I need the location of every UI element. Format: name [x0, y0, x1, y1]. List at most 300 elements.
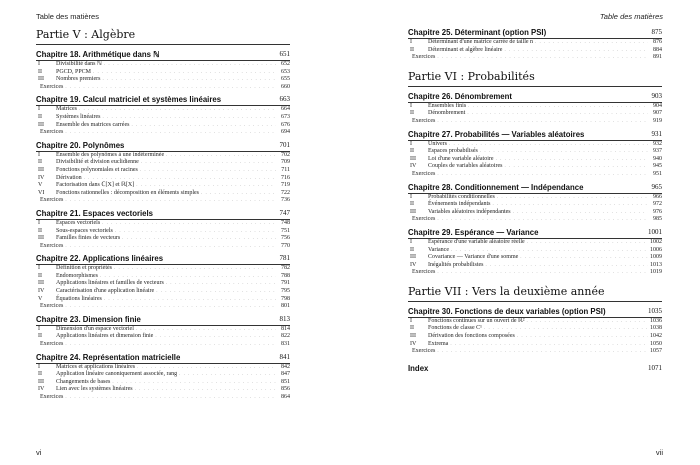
dot-leader	[63, 84, 276, 92]
chapter-title: Chapitre 21. Espaces vectoriels	[36, 208, 154, 218]
section-number: I	[38, 219, 40, 226]
running-head: Table des matières	[599, 12, 663, 21]
page-number: vi	[36, 448, 42, 457]
section-page: 652	[281, 61, 290, 67]
section-title: Espérance d'une variable aléatoire réelle	[428, 238, 525, 245]
section-entry[interactable]	[36, 386, 290, 394]
dot-leader	[102, 296, 276, 304]
section-number: I	[410, 140, 412, 147]
section-title: Exercices	[40, 394, 64, 400]
section-title: Fonctions continues sur un ouvert de ℝ²	[428, 317, 525, 324]
section-page: 791	[281, 280, 290, 287]
section-page: 788	[281, 272, 290, 279]
dot-leader	[447, 141, 648, 149]
chapter-page: 651	[279, 50, 290, 58]
section-title: Covariance — Variance d'une somme	[428, 254, 519, 261]
dot-leader	[435, 54, 648, 62]
section-list	[36, 326, 290, 349]
section-page: 736	[281, 197, 290, 204]
dot-leader	[199, 190, 276, 198]
dot-leader	[502, 163, 648, 171]
dot-leader	[435, 171, 648, 179]
dot-leader	[449, 247, 648, 255]
section-page: 907	[653, 110, 662, 117]
section-page: 655	[281, 76, 290, 83]
section-page: 864	[281, 394, 290, 400]
section-title: Familles finies de vecteurs	[56, 235, 121, 242]
chapter-title: Chapitre 18. Arithmétique dans ℕ	[36, 50, 160, 59]
section-list	[408, 239, 662, 277]
section-list	[408, 318, 662, 356]
chapter-page: 747	[279, 208, 290, 217]
section-title: Ensembles finis	[428, 102, 467, 109]
section-entry[interactable]	[36, 288, 290, 296]
chapter-heading[interactable]	[408, 307, 662, 318]
chapter-page: 931	[651, 129, 662, 138]
section-title: Loi d'une variable aléatoire	[428, 155, 494, 162]
section-list	[408, 194, 662, 224]
section-number: V	[38, 182, 43, 189]
dot-leader	[465, 110, 648, 118]
section-entry[interactable]	[408, 103, 662, 111]
section-entry[interactable]	[36, 175, 290, 183]
section-page: 945	[653, 163, 662, 170]
section-number: I	[410, 238, 412, 245]
dot-leader	[139, 159, 276, 167]
section-entry[interactable]	[408, 201, 662, 209]
dot-leader	[511, 209, 648, 217]
section-title: Exercices	[40, 197, 64, 204]
section-page: 831	[281, 341, 290, 348]
section-list	[408, 141, 662, 179]
section-number: III	[410, 208, 416, 215]
dot-leader	[120, 235, 276, 243]
section-page: 673	[281, 113, 290, 120]
section-title: Factorisation dans ℂ[X] et ℝ[X]	[56, 182, 135, 189]
chapter-title: Chapitre 27. Probabilités — Variables aléatoires	[408, 129, 585, 139]
section-page: 801	[281, 303, 290, 310]
section-page: 716	[281, 174, 290, 181]
chapter-title: Chapitre 24. Représentation matricielle	[36, 352, 181, 362]
chapter-title: Chapitre 22. Applications linéaires	[36, 254, 164, 264]
section-title: Dérivation	[56, 174, 82, 181]
section-entry[interactable]	[36, 76, 290, 84]
dot-leader	[525, 318, 648, 326]
section-title: Sous-espaces vectoriels	[56, 227, 113, 234]
section-entry[interactable]	[36, 280, 290, 288]
section-entry[interactable]	[36, 182, 290, 190]
section-entry[interactable]	[36, 106, 290, 114]
section-page: 1009	[650, 254, 662, 261]
section-number: II	[38, 113, 42, 120]
section-entry[interactable]	[408, 262, 662, 270]
exercises-entry[interactable]	[36, 197, 290, 205]
section-number: I	[38, 106, 40, 113]
section-title: Fonctions polynomiales et racines	[56, 166, 138, 173]
dot-leader	[518, 254, 648, 262]
section-entry[interactable]	[408, 247, 662, 255]
exercises-entry[interactable]	[408, 171, 662, 179]
exercises-entry[interactable]	[36, 394, 290, 402]
right-page	[350, 0, 700, 465]
dot-leader	[100, 220, 276, 228]
section-entry[interactable]	[408, 318, 662, 326]
exercises-entry[interactable]	[36, 303, 290, 311]
section-number: IV	[410, 163, 417, 170]
section-title: Exercices	[40, 303, 64, 310]
section-page: 664	[281, 106, 290, 113]
section-title: Exercices	[40, 341, 64, 348]
section-number: II	[38, 333, 42, 340]
section-entry[interactable]	[408, 239, 662, 247]
section-page: 782	[281, 265, 290, 272]
dot-leader	[482, 325, 648, 333]
dot-leader	[164, 280, 276, 288]
section-entry[interactable]	[36, 122, 290, 130]
section-page: 1002	[650, 238, 662, 245]
chapter-page: 1001	[648, 227, 662, 236]
section-number: II	[410, 201, 414, 208]
section-entry[interactable]	[36, 265, 290, 273]
section-entry[interactable]	[36, 379, 290, 387]
dot-leader	[495, 194, 648, 202]
section-list	[36, 61, 290, 91]
section-title: Espaces vectoriels	[56, 219, 101, 226]
exercises-entry[interactable]	[408, 118, 662, 126]
section-entry[interactable]	[408, 194, 662, 202]
section-page: 904	[653, 102, 662, 109]
section-page: 856	[281, 386, 290, 393]
section-title: Variance	[428, 246, 449, 253]
dot-leader	[135, 364, 276, 372]
section-title: Applications linéaires et dimension finie	[56, 333, 154, 340]
section-number: IV	[38, 288, 45, 295]
dot-leader	[484, 262, 649, 270]
exercises-entry[interactable]	[36, 243, 290, 251]
index-page: 1071	[648, 363, 662, 372]
section-title: Dénombrement	[428, 110, 466, 117]
dot-leader	[153, 333, 276, 341]
section-page: 676	[281, 121, 290, 128]
chapter-page: 903	[651, 91, 662, 100]
section-title: Exercices	[412, 170, 436, 177]
section-number: III	[38, 121, 44, 128]
toc-column-left	[36, 24, 290, 405]
section-page: 822	[281, 333, 290, 340]
section-number: II	[38, 371, 42, 378]
chapter-title: Chapitre 20. Polynômes	[36, 140, 125, 150]
section-number: V	[38, 295, 43, 302]
dot-leader	[525, 239, 648, 247]
section-title: Applications linéaires et familles de vecteurs	[56, 280, 164, 287]
section-number: I	[410, 193, 412, 200]
section-title: Fonctions rationnelles : décomposition en éléments simples	[56, 189, 199, 196]
section-title: Probabilités conditionnelles	[428, 193, 495, 200]
section-title: Exercices	[412, 348, 436, 355]
section-number: I	[410, 102, 412, 109]
chapter-heading[interactable]	[36, 315, 290, 326]
exercises-entry[interactable]	[408, 54, 662, 62]
section-page: 795	[281, 288, 290, 295]
chapter-page: 781	[279, 254, 290, 263]
section-page: 1006	[650, 246, 662, 253]
section-page: 847	[281, 371, 290, 378]
exercises-entry[interactable]	[408, 348, 662, 356]
section-entry[interactable]	[36, 333, 290, 341]
section-list	[36, 220, 290, 250]
section-title: Matrices et applications linéaires	[56, 363, 136, 370]
section-page: 891	[653, 54, 662, 61]
chapter-title: Chapitre 29. Espérance — Variance	[408, 227, 539, 237]
section-entry[interactable]	[36, 296, 290, 304]
section-number: II	[410, 148, 414, 155]
section-entry[interactable]	[36, 61, 290, 69]
section-page: 972	[653, 201, 662, 208]
section-entry[interactable]	[408, 209, 662, 217]
dot-leader	[112, 265, 276, 273]
chapter-heading[interactable]	[408, 28, 662, 39]
section-title: Exercices	[412, 117, 436, 124]
section-page: 756	[281, 235, 290, 242]
section-entry[interactable]	[36, 371, 290, 379]
section-number: I	[38, 363, 40, 370]
section-page: 1057	[650, 348, 662, 355]
section-title: Déterminant d'une matrice carrée de taille n	[428, 39, 534, 45]
section-title: Nombres premiers	[56, 76, 101, 83]
section-entry[interactable]	[36, 235, 290, 243]
section-number: III	[410, 333, 416, 340]
dot-leader	[102, 61, 276, 69]
section-page: 951	[653, 170, 662, 177]
section-title: Caractérisation d'une application linéaire	[56, 288, 155, 295]
section-page: 842	[281, 363, 290, 370]
section-page: 814	[281, 325, 290, 332]
section-number: III	[410, 254, 416, 261]
dot-leader	[466, 103, 648, 111]
section-page: 1019	[650, 269, 662, 276]
chapter-page: 663	[279, 95, 290, 104]
section-title: Exercices	[40, 242, 64, 249]
section-number: II	[38, 159, 42, 166]
section-entry[interactable]	[36, 364, 290, 372]
section-entry[interactable]	[36, 228, 290, 236]
section-number: III	[38, 76, 44, 83]
dot-leader	[177, 371, 276, 379]
dot-leader	[494, 156, 648, 164]
section-number: III	[38, 166, 44, 173]
section-entry[interactable]	[408, 325, 662, 333]
chapter-page: 1035	[648, 306, 662, 315]
section-page: 937	[653, 148, 662, 155]
section-page: 919	[653, 117, 662, 124]
section-page: 1036	[650, 317, 662, 324]
section-number: III	[38, 280, 44, 287]
section-entry[interactable]	[408, 47, 662, 55]
section-title: Univers	[428, 140, 447, 147]
section-title: Événements indépendants	[428, 201, 491, 208]
section-entry[interactable]	[36, 69, 290, 77]
section-entry[interactable]	[408, 333, 662, 341]
section-title: Couples de variables aléatoires	[428, 163, 503, 170]
section-page: 702	[281, 151, 290, 158]
dot-leader	[435, 216, 648, 224]
chapter-page: 813	[279, 314, 290, 323]
exercises-entry[interactable]	[36, 84, 290, 92]
section-entry[interactable]	[36, 190, 290, 198]
section-number: I	[38, 325, 40, 332]
section-entry[interactable]	[408, 254, 662, 262]
part-heading: Partie VII : Vers la deuxième année	[408, 283, 662, 302]
section-list	[36, 265, 290, 311]
chapter-heading[interactable]	[36, 209, 290, 220]
dot-leader	[133, 386, 276, 394]
dot-leader	[63, 129, 276, 137]
section-page: 876	[653, 39, 662, 45]
section-page: 722	[281, 189, 290, 196]
section-title: Dérivation des fonctions composées	[428, 333, 515, 340]
section-number: VI	[38, 189, 45, 196]
dot-leader	[63, 197, 276, 205]
section-entry[interactable]	[36, 167, 290, 175]
section-page: 711	[281, 166, 290, 173]
section-title: Lien avec les systèmes linéaires	[56, 386, 133, 393]
section-title: Espaces probabilisés	[428, 148, 478, 155]
dot-leader	[164, 152, 276, 160]
exercises-entry[interactable]	[36, 129, 290, 137]
section-entry[interactable]	[408, 163, 662, 171]
section-page: 770	[281, 242, 290, 249]
section-title: Divisibilité dans ℕ	[56, 61, 102, 67]
dot-leader	[82, 175, 276, 183]
section-number: I	[38, 265, 40, 272]
section-number: IV	[38, 174, 45, 181]
chapter-heading[interactable]	[36, 141, 290, 152]
section-number: II	[410, 110, 414, 117]
dot-leader	[63, 341, 276, 349]
section-title: Divisibilité et division euclidienne	[56, 159, 139, 166]
dot-leader	[134, 182, 276, 190]
section-entry[interactable]	[408, 110, 662, 118]
section-title: Application linéaire canoniquement associée, rang	[56, 371, 178, 378]
exercises-entry[interactable]	[408, 216, 662, 224]
chapter-heading[interactable]	[408, 228, 662, 239]
section-page: 851	[281, 378, 290, 385]
section-list	[36, 152, 290, 205]
section-title: Définition et propriétés	[56, 265, 112, 272]
dot-leader	[154, 288, 276, 296]
section-list	[408, 39, 662, 62]
section-entry[interactable]	[408, 141, 662, 149]
section-number: II	[38, 227, 42, 234]
dot-leader	[448, 341, 648, 349]
chapter-heading[interactable]	[36, 95, 290, 106]
section-page: 940	[653, 155, 662, 162]
chapter-page: 875	[651, 28, 662, 36]
section-title: PGCD, PPCM	[56, 68, 92, 75]
section-title: Endomorphismes	[56, 272, 98, 279]
dot-leader	[435, 118, 648, 126]
chapter-title: Chapitre 28. Conditionnement — Indépendance	[408, 182, 584, 192]
dot-leader	[101, 76, 277, 84]
chapter-page: 701	[279, 140, 290, 149]
section-page: 751	[281, 227, 290, 234]
section-entry[interactable]	[36, 159, 290, 167]
section-page: 709	[281, 159, 290, 166]
dot-leader	[129, 122, 276, 130]
dot-leader	[515, 333, 648, 341]
section-entry[interactable]	[36, 114, 290, 122]
section-entry[interactable]	[408, 39, 662, 47]
section-number: II	[38, 68, 42, 75]
dot-leader	[138, 167, 276, 175]
section-entry[interactable]	[36, 220, 290, 228]
section-entry[interactable]	[408, 148, 662, 156]
chapter-page: 841	[279, 352, 290, 361]
section-entry[interactable]	[408, 156, 662, 164]
section-title: Inégalités probabilistes	[428, 261, 484, 268]
section-page: 884	[653, 46, 662, 53]
dot-leader	[101, 114, 277, 122]
dot-leader	[490, 201, 648, 209]
section-number: IV	[410, 261, 417, 268]
section-page: 1038	[650, 325, 662, 332]
chapter-page: 965	[651, 182, 662, 191]
section-number: III	[410, 155, 416, 162]
chapter-heading[interactable]	[36, 254, 290, 265]
section-page: 985	[653, 216, 662, 223]
section-title: Exercices	[412, 54, 436, 61]
exercises-entry[interactable]	[36, 341, 290, 349]
chapter-heading[interactable]	[36, 353, 290, 364]
section-list	[408, 103, 662, 126]
section-number: I	[410, 39, 412, 45]
section-number: I	[410, 317, 412, 324]
dot-leader	[533, 39, 648, 47]
chapter-heading[interactable]	[408, 183, 662, 194]
page-number: vii	[655, 448, 663, 457]
section-entry[interactable]	[36, 152, 290, 160]
section-title: Extrema	[428, 340, 449, 347]
dot-leader	[110, 379, 276, 387]
section-page: 748	[281, 219, 290, 226]
dot-leader	[502, 47, 648, 55]
section-number: I	[38, 151, 40, 158]
section-number: II	[410, 246, 414, 253]
section-title: Déterminant et algèbre linéaire	[428, 46, 503, 53]
dot-leader	[63, 394, 276, 402]
section-title: Fonctions de classe C¹	[428, 325, 482, 332]
dot-leader	[77, 106, 276, 114]
dot-leader	[113, 228, 276, 236]
index-entry[interactable]	[408, 364, 662, 373]
section-page: 660	[281, 83, 290, 90]
part-heading: Partie VI : Probabilités	[408, 68, 662, 87]
exercises-entry[interactable]	[408, 269, 662, 277]
chapter-heading[interactable]	[408, 130, 662, 141]
dot-leader	[478, 148, 648, 156]
part-heading: Partie V : Algèbre	[36, 26, 290, 45]
section-page: 966	[653, 193, 662, 200]
running-head: Table des matières	[36, 12, 99, 21]
section-entry[interactable]	[408, 341, 662, 349]
chapter-title: Chapitre 23. Dimension finie	[36, 314, 141, 324]
dot-leader	[63, 303, 276, 311]
section-title: Exercices	[412, 269, 436, 276]
chapter-heading[interactable]	[36, 50, 290, 61]
chapter-title: Chapitre 25. Déterminant (option PSI)	[408, 28, 547, 37]
chapter-heading[interactable]	[408, 92, 662, 103]
section-title: Ensemble des matrices carrées	[56, 121, 130, 128]
